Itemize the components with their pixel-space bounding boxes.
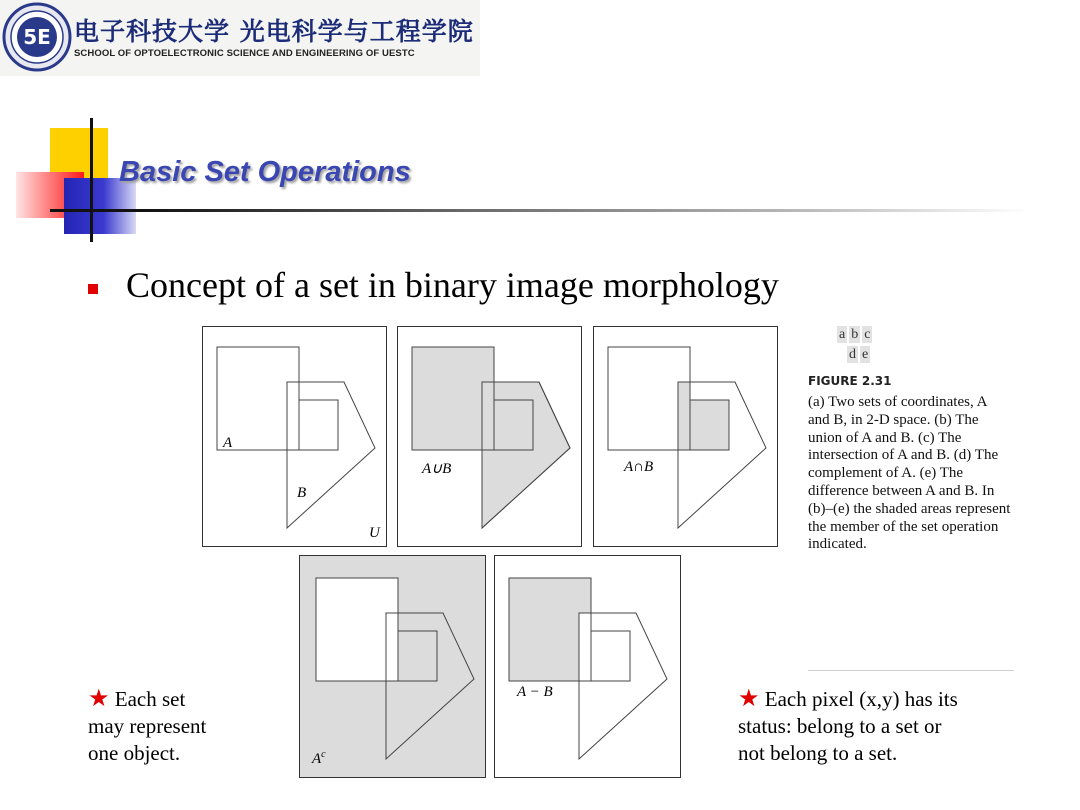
union-label: A∪B	[422, 461, 452, 477]
note-right-line-2: status: belong to a set or	[738, 714, 942, 738]
note-right	[738, 686, 1058, 767]
star-icon: ★	[88, 686, 110, 712]
decor-title-rule-start	[50, 209, 150, 212]
note-right-line-1: Each pixel (x,y) has its	[764, 687, 958, 711]
caption-divider	[808, 670, 1014, 671]
set-b-label: B	[297, 485, 307, 501]
svg-text:5E: 5E	[23, 25, 51, 49]
figure-caption: (a) Two sets of coordinates, A and B, in 2-D space. (b) The union of A and B. (c) The intersection of A and B. (d) The complement of A. (e) The difference between A and B. In (b)–(e) the shaded areas represent the member of the set operation indicated.	[808, 394, 1011, 553]
subfigure-key-e: e	[862, 347, 869, 362]
figure-panel-c	[593, 326, 778, 547]
subfigure-key	[837, 325, 874, 363]
difference-label: A − B	[517, 684, 553, 700]
title-underline	[140, 209, 1030, 212]
note-right-line-3: not belong to a set.	[738, 741, 898, 765]
university-logo-icon	[2, 2, 72, 72]
complement-label: $A^c$	[312, 749, 326, 767]
school-english-name: SCHOOL OF OPTOELECTRONIC SCIENCE AND ENGINEERING OF UESTC	[74, 48, 415, 59]
subfigure-key-b: b	[851, 327, 859, 342]
universe-label: U	[369, 525, 380, 541]
decor-vertical-line	[90, 118, 93, 242]
figure-label: FIGURE 2.31	[808, 374, 892, 388]
bullet-marker	[88, 284, 98, 294]
note-left	[88, 686, 288, 767]
intersection-label: A∩B	[624, 459, 654, 475]
subfigure-key-a: a	[839, 327, 846, 342]
school-chinese-name: 电子科技大学 光电科学与工程学院	[74, 17, 474, 46]
bullet-text: Concept of a set in binary image morphology	[126, 265, 779, 305]
figure-panel-d	[299, 555, 486, 778]
figure-panel-b	[397, 326, 582, 547]
note-left-line-3: one object.	[88, 741, 181, 765]
set-a-label: A	[223, 435, 233, 451]
note-left-line-1: Each set	[114, 687, 186, 711]
slide-title: Basic Set Operations	[119, 156, 411, 188]
figure-panel-e	[494, 555, 681, 778]
subfigure-key-d: d	[849, 347, 856, 362]
figure-panel-a	[202, 326, 387, 547]
note-left-line-2: may represent	[88, 714, 207, 738]
subfigure-key-c: c	[864, 327, 871, 342]
star-icon: ★	[738, 686, 760, 712]
